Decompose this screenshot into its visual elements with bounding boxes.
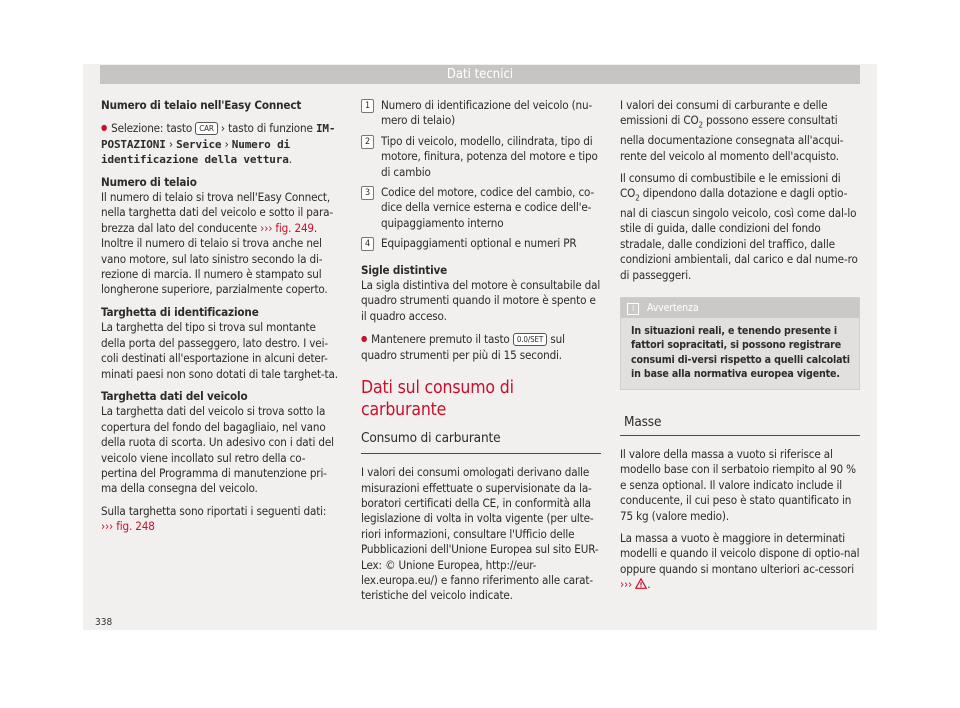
list-item: 3 Codice del motore, codice del cambio, co-dice della vernice esterna e codice dell'e-quipaggiamento interno [361,185,601,231]
paragraph-sigle: La sigla distintiva del motore è consultabile dal quadro strumenti quando il motore è spento e il quadro acceso. [361,278,601,323]
heading-sigle-distintive: Sigle distintive [361,262,448,277]
numbered-list [361,98,601,252]
paragraph-consumo-combustibile: Il consumo di combustibile e le emissioni di $CO_2$ dipendono dalla dotazione e dagli optio-nal di ciascun singolo veicolo, così come dal-lo stile di guida, dalle condizioni del fondo stradale, dalle condizioni del traffico, dalle condizioni ambientali, dal carico e dal nume-ro di passeggeri. [620,170,858,282]
fig-248-link[interactable]: ››› fig. 248 [101,519,155,534]
number-badge: 3 [361,186,374,200]
set-key-icon: 0.0/SET [513,333,547,346]
column-left [101,98,341,542]
warning-link[interactable]: ››› [620,577,633,592]
fig-249-link[interactable]: ››› fig. 249 [260,220,314,235]
paragraph-dati-riportati: Sulla targhetta sono riportati i seguenti dati: [101,503,327,518]
paragraph-targhetta-dati: La targhetta dati del veicolo si trova sotto la copertura del fondo del bagagliaio, nel vano della ruota di scorta. Un adesivo con i dati del veicolo viene incollato sul retro della co-pertina del Programma di manutenzione pri-ma della consegna del veicolo. [101,404,334,496]
warning-triangle-icon [635,578,647,589]
heading-consumo-carburante: Consumo di carburante [361,430,601,454]
warning-header: i Avvertenza [621,298,859,318]
paragraph-targhetta-identificazione: La targhetta del tipo si trova sul montante della porta del passeggero, lato destro. I vei-coli destinati all'esportazione in alcuni deter-minati paesi non sono dotati di tale targhet-ta. [101,320,338,381]
paragraph-consumo: I valori dei consumi omologati derivano dalle misurazioni effettuate o supervisionate da la-boratori certificati della CE, in conformità alla legislazione di volta in volta vigente (per ulte-riori informazioni, consultare l'Ufficio delle Pubblicazioni dell'Unione Europea sul sito EUR-Lex: © Unione Europea, http://eur-lex.europa.eu/) e fanno riferimento alle carat-teristiche del veicolo indicate. [361,465,599,603]
instruction-set-key: ● Mantenere premuto il tasto 0.0/SET sul quadro strumenti per più di 15 secondi. [361,331,601,363]
heading-targhetta-identificazione: Targhetta di identificazione [101,304,259,319]
heading-masse: Masse [620,414,860,436]
paragraph-masse-2: La massa a vuoto è maggiore in determinati modelli e quando il veicolo dispone di optio-nal oppure quando si montano ulteriori ac-cessori ››› . [620,530,860,592]
number-badge: 2 [361,135,374,149]
selection-instruction: ● Selezione: tasto CAR › tasto di funzione IM-POSTAZIONI › Service › Numero di identificazione della vettura. [101,120,341,167]
heading-telaio-easy-connect: Numero di telaio nell'Easy Connect [101,98,302,112]
car-key-icon: CAR [195,122,218,135]
heading-dati-consumo: Dati sul consumo di carburante [361,378,514,421]
list-item: 1 Numero di identificazione del veicolo (nu-mero di telaio) [361,98,601,129]
heading-numero-telaio: Numero di telaio [101,174,197,189]
warning-text: In situazioni reali, e tenendo presente i fattori sopracitati, si possono registrare consumi di-versi rispetto a quelli calcolati in base alla normativa europea vigente. [631,325,850,380]
paragraph-masse-1: Il valore della massa a vuoto si riferisce al modello base con il serbatoio riempito al 90 % e senza optional. Il valore indicato include il conducente, il cui peso è stato quantificato in 75 kg (valore medio). [620,446,856,523]
info-icon: i [627,303,639,315]
warning-box [620,297,860,390]
list-item: 4 Equipaggiamenti optional e numeri PR [361,236,601,251]
page-number: 338 [95,617,113,628]
number-badge: 1 [361,99,374,113]
heading-targhetta-dati: Targhetta dati del veicolo [101,388,248,403]
section-header: Dati tecnici [100,65,860,84]
number-badge: 4 [361,237,374,251]
list-item: 2 Tipo di veicolo, modello, cilindrata, tipo di motore, finitura, potenza del motore e tipo di cambio [361,134,601,180]
column-right [620,98,860,600]
paragraph-numero-telaio: Il numero di telaio si trova nell'Easy Connect, nella targhetta dati del veicolo e sotto il para-brezza dal lato del conducente ››› fig. 249. Inoltre il numero di telaio si trova anche nel vano motore, sul lato sinistro secondo la di-rezione di marcia. Il numero è stampato sul longherone superiore, parzialmente coperto. [101,190,334,297]
column-middle [361,98,601,611]
paragraph-emissioni: I valori dei consumi di carburante e delle emissioni di $CO_2$ possono essere consultati nella documentazione consegnata all'acqui-rente del veicolo al momento dell'acquisto. [620,98,844,163]
